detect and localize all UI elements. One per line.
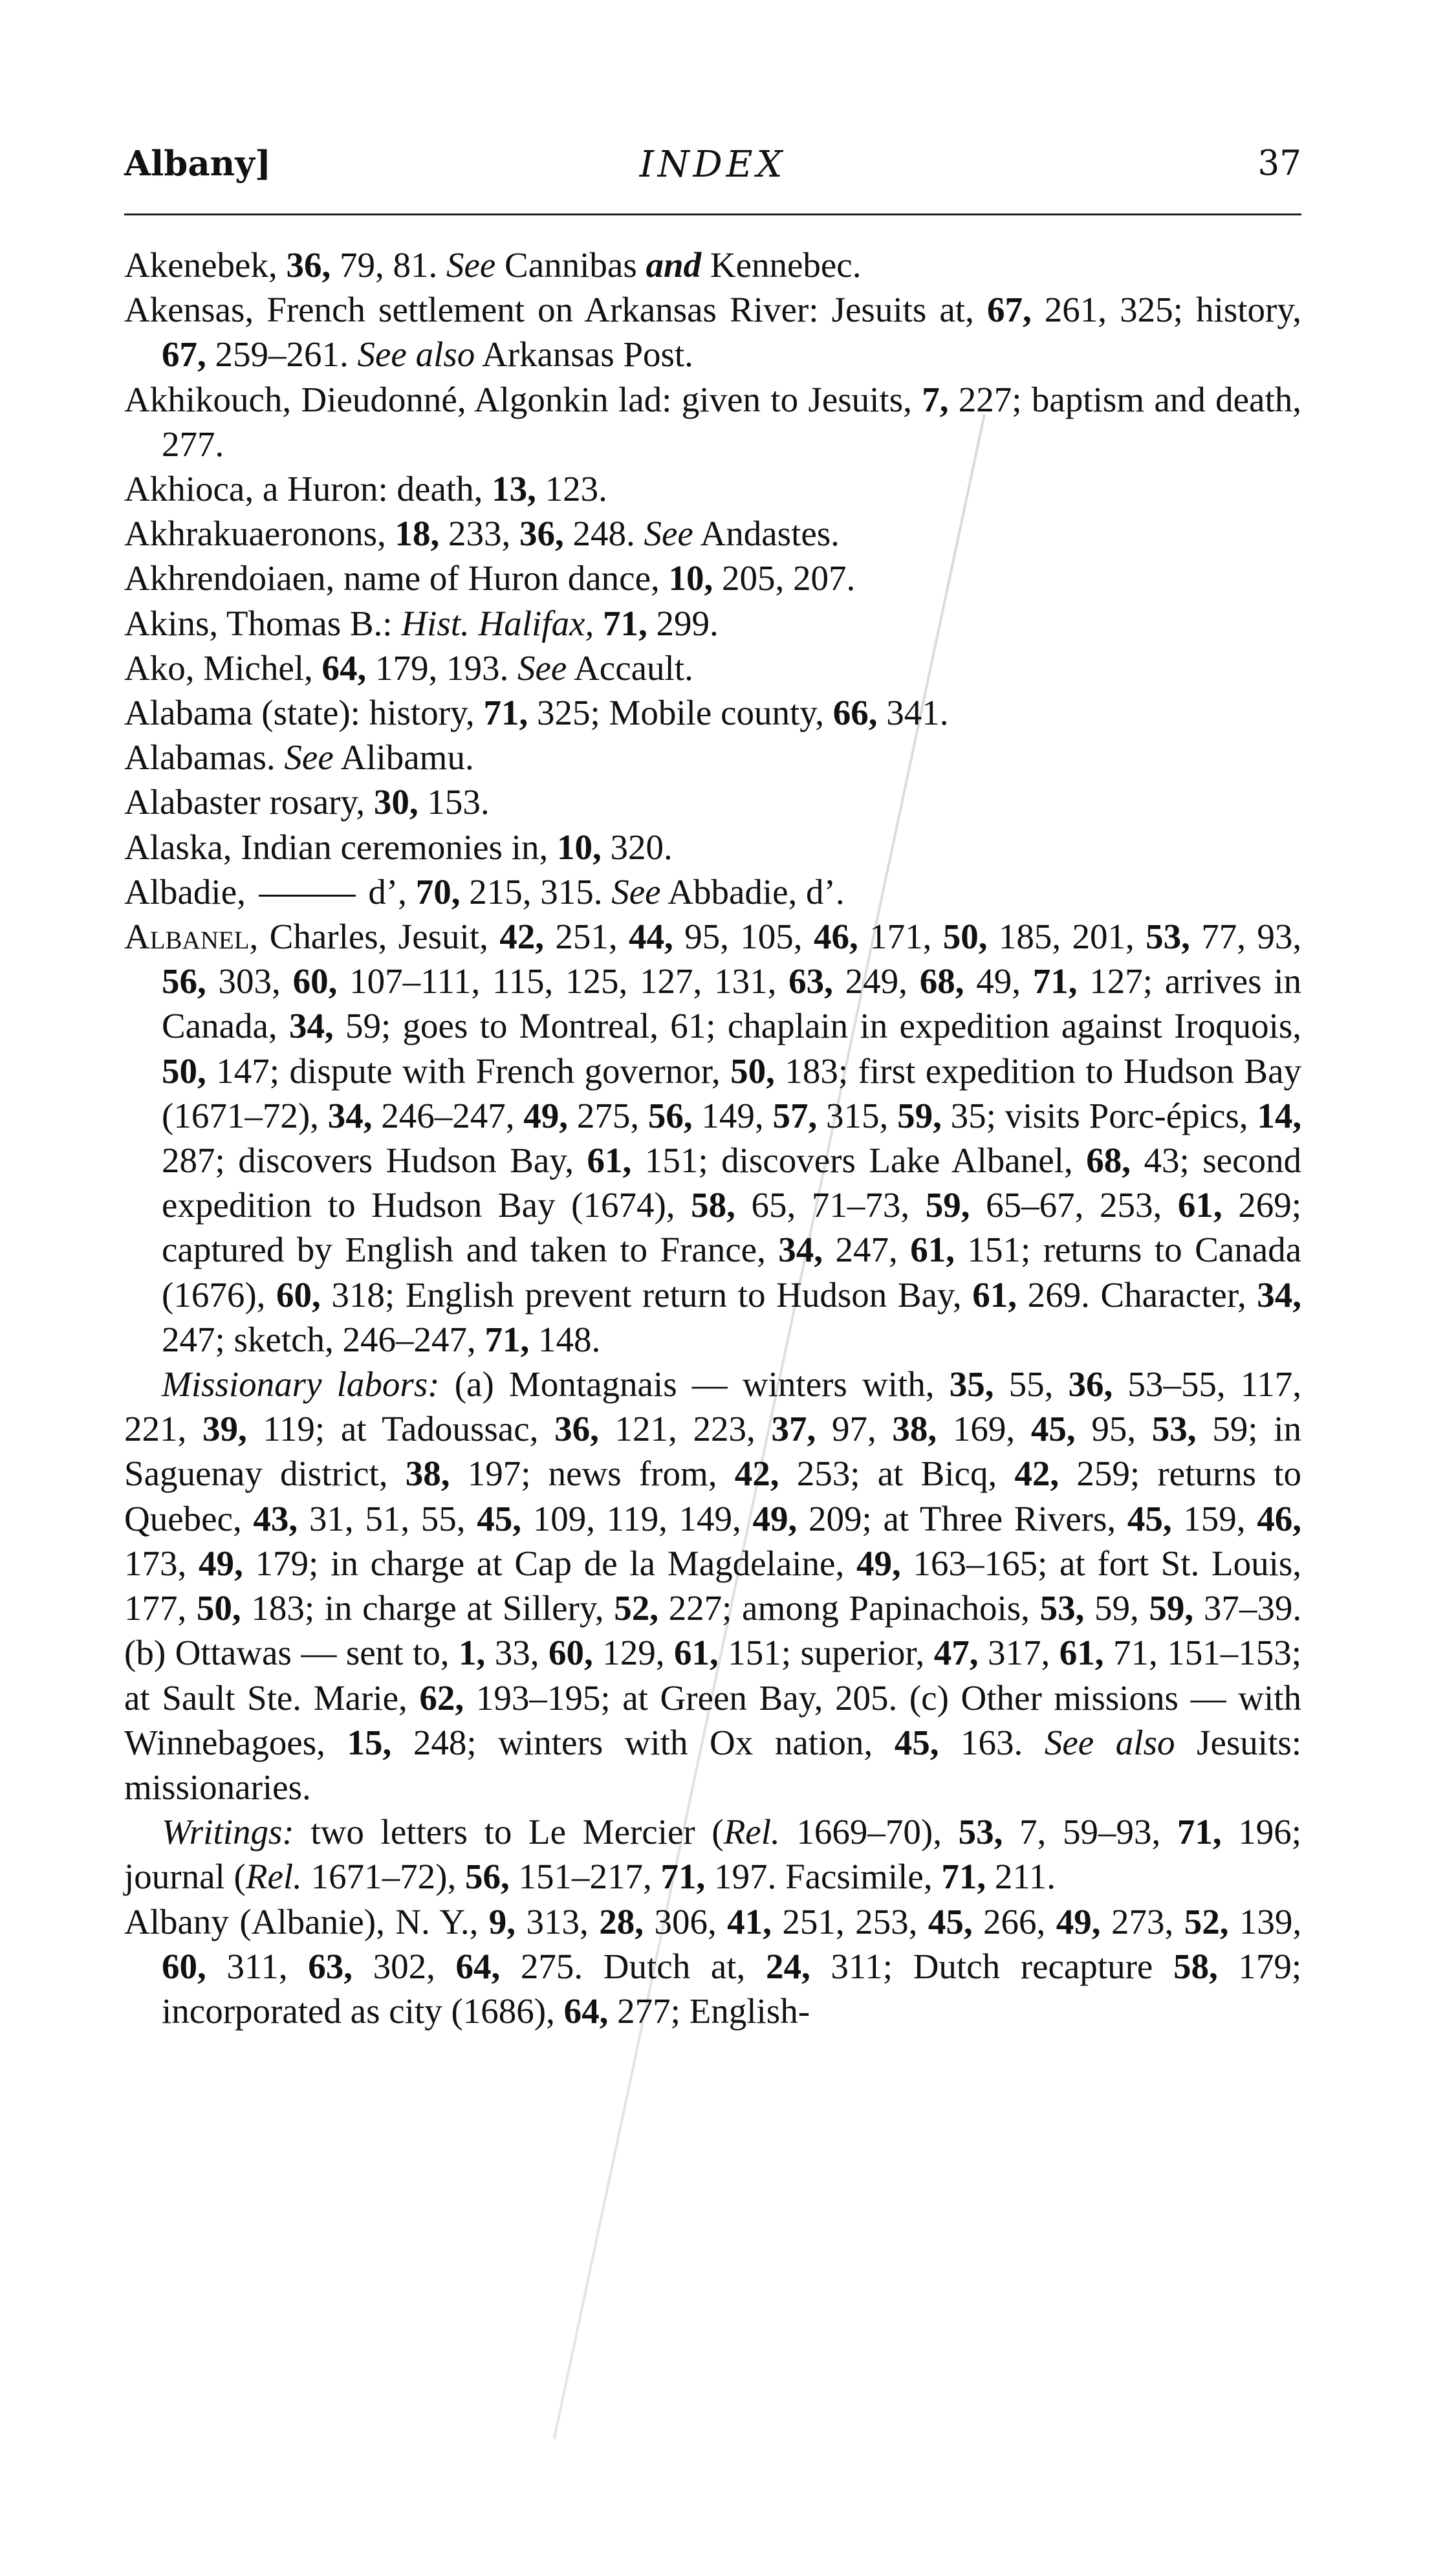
index-entry-albanel: Albanel, Charles, Jesuit, 42, 251, 44, 95, 105, 46, 171, 50, 185, 201, 53, 77, 93, 56, 303, 60, 107–111, 115, 125, 127, 131, 63, 249, 68, 49, 71, 127; arrives in Canada, 34, 59; goes to Montreal, 61; chaplain in expedition against Iroquois, 50, 147; dispute with French governor, 50, 183; first expedition to Hudson Bay (1671–72), 34, 246–247, 49, 275, 56, 149, 57, 315, 59, 35; visits Porc-épics, 14, 287; discovers Hudson Bay, 61, 151; discovers Lake Albanel, 68, 43; second expedition to Hudson Bay (1674), 58, 65, 71–73, 59, 65–67, 253, 61, 269; captured by English and taken to France, 34, 247, 61, 151; returns to Canada (1676), 60, 318; English prevent return to Hudson Bay, 61, 269. Character, 34, 247; sketch, 246–247, 71, 148. [124, 917, 1302, 1359]
index-entry-albadie: Albadie, d’, 70, 215, 315. See Abbadie, d’. [124, 871, 845, 912]
ditto-dash [259, 895, 356, 897]
index-entry-akhioca: Akhioca, a Huron: death, 13, 123. [124, 469, 607, 509]
header-rule [124, 213, 1301, 215]
index-entry-akhrendoiaen: Akhrendoiaen, name of Huron dance, 10, 205, 207. [124, 558, 856, 598]
index-entry-akhrakuaeronons: Akhrakuaeronons, 18, 233, 36, 248. See Andastes. [124, 514, 840, 554]
header-title: INDEX [639, 144, 787, 186]
albanel-missionary-labors: Missionary labors: (a) Montagnais — winters with, 35, 55, 36, 53–55, 117, 221, 39, 119; at Tadoussac, 36, 121, 223, 37, 97, 38, 169, 45, 95, 53, 59; in Saguenay district, 38, 197; news from, 42, 253; at Bicq, 42, 259; returns to Quebec, 43, 31, 51, 55, 45, 109, 119, 149, 49, 209; at Three Rivers, 45, 159, 46, 173, 49, 179; in charge at Cap de la Magdelaine, 49, 163–165; at fort St. Louis, 177, 50, 183; in charge at Sillery, 52, 227; among Papinachois, 53, 59, 59, 37–39. (b) Ottawas — sent to, 1, 33, 60, 129, 61, 151; superior, 47, 317, 61, 71, 151–153; at Sault Ste. Marie, 62, 193–195; at Green Bay, 205. (c) Other missions — with Winnebagoes, 15, 248; winters with Ox nation, 45, 163. See also Jesuits: missionaries. [124, 1364, 1302, 1807]
index-entry-akenebek: Akenebek, 36, 79, 81. See Cannibas and Kennebec. [124, 245, 862, 285]
index-entry-akhikouch: Akhikouch, Dieudonné, Algonkin lad: given to Jesuits, 7, 227; baptism and death, 277. [124, 379, 1301, 464]
albanel-writings: Writings: two letters to Le Mercier (Rel. 1669–70), 53, 7, 59–93, 71, 196; journal (Rel. 1671–72), 56, 151–217, 71, 197. Facsimile, 71, 211. [124, 1812, 1302, 1897]
index-entry-alaska: Alaska, Indian ceremonies in, 10, 320. [124, 827, 673, 867]
index-body [124, 243, 1301, 2033]
index-entry-alabaster: Alabaster rosary, 30, 153. [124, 782, 490, 822]
index-entry-ako: Ako, Michel, 64, 179, 193. See Accault. [124, 648, 693, 688]
index-entry-akins: Akins, Thomas B.: Hist. Halifax, 71, 299. [124, 603, 719, 643]
running-header [124, 144, 1301, 202]
index-entry-akensas: Akensas, French settlement on Arkansas River: Jesuits at, 67, 261, 325; history, 67, 259–261. See also Arkansas Post. [124, 290, 1301, 375]
header-left: Albany] [124, 144, 272, 184]
page-number: 37 [1257, 144, 1301, 183]
index-entry-alabamas: Alabamas. See Alibamu. [124, 737, 474, 778]
index-entry-albany: Albany (Albanie), N. Y., 9, 313, 28, 306, 41, 251, 253, 45, 266, 49, 273, 52, 139, 60, 311, 63, 302, 64, 275. Dutch at, 24, 311; Dutch recapture 58, 179; incorporated as city (1686), 64, 277; English- [124, 1901, 1302, 2031]
index-entry-alabama: Alabama (state): history, 71, 325; Mobile county, 66, 341. [124, 693, 949, 733]
